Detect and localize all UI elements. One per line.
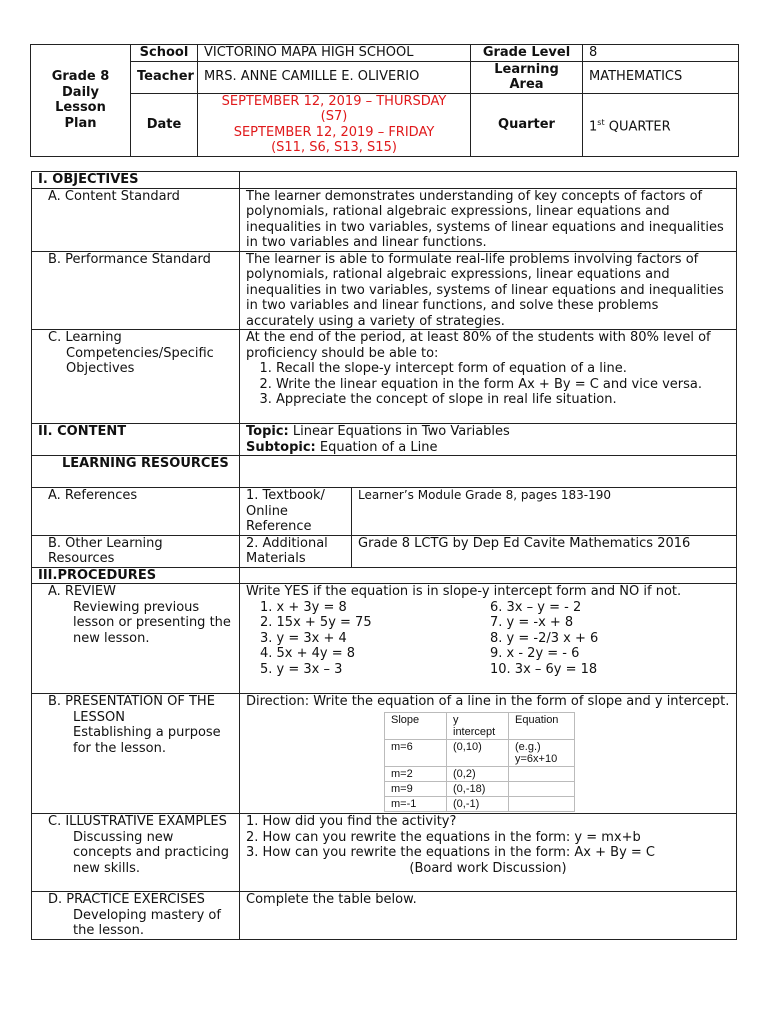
content-standard-label: A. Content Standard [32, 188, 240, 251]
table-row: m=6 (0,10) (e.g.) y=6x+10 [385, 739, 575, 766]
references-label: A. References [32, 488, 240, 536]
learning-area-label: Learning Area [471, 61, 583, 93]
textbook-value: Learner’s Module Grade 8, pages 183-190 [352, 488, 737, 536]
date-value [198, 93, 471, 156]
question: 1. How did you find the activity? [246, 814, 457, 829]
review-item: 2. 15x + 5y = 75 [260, 615, 372, 630]
presentation-content: Direction: Write the equation of a line in the form of slope and y intercept. Slope y intercept Equation m=6 (0,10) (e.g.) y=6x+10 m=2 (0,2) m=9 (0,-18) m=-1 (0,-1) [240, 694, 737, 814]
question: 3. How can you rewrite the equations in the form: Ax + By = C [246, 845, 655, 860]
procedures-heading: III.PROCEDURES [32, 567, 240, 584]
competency-item: 2. Write the linear equation in the form Ax + By = C and vice versa. [276, 377, 730, 393]
learning-area-value: MATHEMATICS [583, 61, 739, 93]
table-row: m=-1 (0,-1) [385, 796, 575, 811]
board-work-note: (Board work Discussion) [409, 860, 567, 876]
review-item: 8. y = -2/3 x + 6 [490, 630, 599, 646]
review-list-left [246, 600, 490, 678]
review-item: 5. y = 3x – 3 [260, 661, 343, 677]
review-item: 3. y = 3x + 4 [260, 630, 347, 646]
school-value: VICTORINO MAPA HIGH SCHOOL [198, 45, 471, 62]
review-item: 7. y = -x + 8 [490, 615, 574, 630]
presentation-label: B. PRESENTATION OF THE LESSON Establishing a purpose for the lesson. [32, 694, 240, 814]
illustrative-content [240, 814, 737, 892]
teacher-label: Teacher [131, 61, 198, 93]
slope-table [384, 712, 575, 812]
competency-item: 1. Recall the slope-y intercept form of equation of a line. [276, 361, 730, 377]
competencies-text: At the end of the period, at least 80% of the students with 80% level of proficiency should be able to: 1. Recall the slope-y intercept form of equation of a line. 2. Write the linear equation in the form Ax + By = C and vice versa. 3. Appreciate the concept of slope in real life situation. [240, 330, 737, 424]
school-label: School [131, 45, 198, 62]
date-line: (S11, S6, S13, S15) [271, 140, 397, 155]
lesson-table [31, 171, 737, 940]
header-table [30, 44, 739, 157]
date-label: Date [131, 93, 198, 156]
teacher-value: MRS. ANNE CAMILLE E. OLIVERIO [198, 61, 471, 93]
review-label: A. REVIEW Reviewing previous lesson or presenting the new lesson. [32, 584, 240, 694]
lesson-plan-title: Grade 8 Daily Lesson Plan [31, 45, 131, 157]
review-item: 4. 5x + 4y = 8 [260, 646, 356, 661]
objectives-heading: I. OBJECTIVES [32, 172, 240, 189]
practice-label: D. PRACTICE EXERCISES Developing mastery of the lesson. [32, 892, 240, 940]
date-line: (S7) [320, 109, 348, 124]
topic-cell: Topic: Linear Equations in Two Variables Subtopic: Equation of a Line [240, 424, 737, 456]
review-item: 1. x + 3y = 8 [260, 599, 347, 615]
equation-header: Equation [509, 712, 575, 739]
date-line: SEPTEMBER 12, 2019 – THURSDAY [221, 93, 447, 109]
competency-item: 3. Appreciate the concept of slope in real life situation. [276, 392, 730, 408]
table-row: m=2 (0,2) [385, 766, 575, 781]
question: 2. How can you rewrite the equations in the form: y = mx+b [246, 829, 641, 845]
quarter-label: Quarter [471, 93, 583, 156]
competencies-label: C. Learning Competencies/Specific Objectives [32, 330, 240, 424]
content-heading: II. CONTENT [32, 424, 240, 456]
resources-heading: LEARNING RESOURCES [32, 456, 240, 488]
practice-content: Complete the table below. [240, 892, 737, 940]
quarter-value: 1st QUARTER [583, 93, 739, 156]
slope-header: Slope [385, 712, 447, 739]
additional-materials-value: Grade 8 LCTG by Dep Ed Cavite Mathematics 2016 [352, 535, 737, 567]
y-intercept-header: y intercept [447, 712, 509, 739]
performance-standard-label: B. Performance Standard [32, 251, 240, 330]
review-list-right [490, 600, 598, 678]
other-resources-label: B. Other Learning Resources [32, 535, 240, 567]
grade-level-value: 8 [583, 45, 739, 62]
table-row: m=9 (0,-18) [385, 781, 575, 796]
review-item: 6. 3x – y = - 2 [490, 599, 582, 615]
illustrative-label: C. ILLUSTRATIVE EXAMPLES Discussing new concepts and practicing new skills. [32, 814, 240, 892]
grade-level-label: Grade Level [471, 45, 583, 62]
performance-standard-text: The learner is able to formulate real-life problems involving factors of polynomials, rational algebraic expressions, linear equations and inequalities in two variables, systems of linear equations and inequalities in two variables and linear functions, and solve these problems accurately using a variety of strategies. [240, 251, 737, 330]
review-item: 10. 3x – 6y = 18 [490, 661, 598, 677]
textbook-label: 1. Textbook/ Online Reference [240, 488, 352, 536]
additional-materials-label: 2. Additional Materials [240, 535, 352, 567]
content-standard-text: The learner demonstrates understanding of key concepts of factors of polynomials, rational algebraic expressions, linear equations and inequalities in two variables, systems of linear equations and inequalities in two variables and linear functions. [240, 188, 737, 251]
review-item: 9. x - 2y = - 6 [490, 646, 580, 661]
date-line: SEPTEMBER 12, 2019 – FRIDAY [233, 124, 435, 140]
review-content: Write YES if the equation is in slope-y intercept form and NO if not. 1. x + 3y = 8 2. 15x + 5y = 75 3. y = 3x + 4 4. 5x + 4y = 8 5. y = 3x – 3 6. 3x – y = - 2 7. y = -x + 8 8. y = -2/3 x + 6 9. x - 2y = - 6 10. 3x – 6y = 18 [240, 584, 737, 694]
slope-table-header [385, 712, 575, 739]
